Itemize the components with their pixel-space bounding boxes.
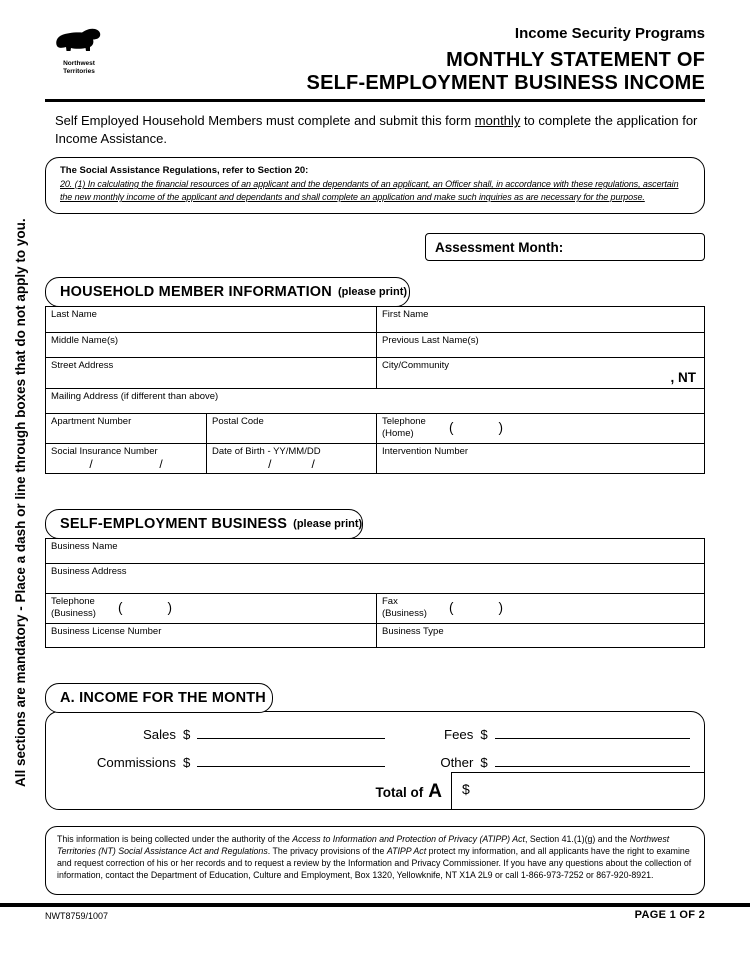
field-business-type[interactable] xyxy=(376,624,704,647)
sales-label: Sales xyxy=(143,727,176,742)
intro-part1: Self Employed Household Members must complete and submit this form xyxy=(55,113,475,128)
sin-slashes: / / xyxy=(89,457,163,471)
fees-label: Fees xyxy=(444,727,474,742)
nwt-logo xyxy=(46,24,112,76)
regulations-heading: The Social Assistance Regulations, refer to Section 20: xyxy=(60,165,309,176)
page-number: PAGE 1 OF 2 xyxy=(634,909,705,921)
logo-text xyxy=(46,60,112,76)
field-city-community[interactable] xyxy=(376,358,704,388)
sales-amount-line[interactable] xyxy=(197,738,385,739)
business-section-title: SELF-EMPLOYMENT BUSINESS xyxy=(60,516,288,532)
total-of-text: Total of xyxy=(375,785,424,800)
household-section-title: HOUSEHOLD MEMBER INFORMATION xyxy=(60,284,332,300)
total-amount-box[interactable] xyxy=(451,772,704,809)
field-business-name[interactable] xyxy=(46,539,704,563)
field-business-address[interactable] xyxy=(46,564,704,593)
field-label: Intervention Number xyxy=(382,446,469,457)
field-label: Telephone xyxy=(382,416,426,427)
footer-rule xyxy=(0,903,750,907)
total-letter-a: A xyxy=(428,781,442,802)
field-last-name[interactable] xyxy=(46,307,376,332)
privacy-segment: This information is being collected under the authority of the xyxy=(57,834,293,844)
commissions-label: Commissions xyxy=(96,755,176,771)
field-street-address[interactable] xyxy=(46,358,376,388)
income-box xyxy=(45,711,705,810)
total-label xyxy=(376,781,442,803)
field-fax-business[interactable] xyxy=(376,594,704,623)
dollar-sign: $ xyxy=(480,727,488,743)
logo-text-line1: Northwest xyxy=(63,60,95,67)
regulations-box xyxy=(45,157,705,214)
program-title: Income Security Programs xyxy=(514,25,705,42)
other-amount-line[interactable] xyxy=(495,766,690,767)
field-label: Previous Last Name(s) xyxy=(382,335,479,346)
field-label: Business Name xyxy=(51,541,118,552)
household-section-subtitle: (please print) xyxy=(337,286,408,298)
polar-bear-logo-icon xyxy=(53,41,105,58)
income-row-2 xyxy=(46,755,704,770)
dob-slashes: / / xyxy=(268,457,315,471)
form-number: NWT8759/1007 xyxy=(45,911,109,921)
privacy-notice xyxy=(45,826,705,895)
section-self-employment-business xyxy=(45,509,363,539)
header-rule xyxy=(45,99,705,102)
assessment-month-label: Assessment Month: xyxy=(435,239,564,255)
dollar-sign: $ xyxy=(183,727,191,743)
field-intervention-number[interactable] xyxy=(376,444,704,473)
section-income-for-the-month xyxy=(45,683,273,713)
form-title-line1: MONTHLY STATEMENT OF xyxy=(446,49,705,71)
field-label: City/Community xyxy=(382,360,450,371)
intro-part2: to complete the application for Income Assistance. xyxy=(55,113,698,147)
income-section-title: A. INCOME FOR THE MONTH xyxy=(60,690,266,706)
field-label: (Business) xyxy=(382,607,427,619)
field-label: Postal Code xyxy=(212,416,264,427)
field-previous-last-names[interactable] xyxy=(376,333,704,357)
field-date-of-birth[interactable] xyxy=(206,444,376,473)
mandatory-sections-note: All sections are mandatory - Place a dash or line through boxes that do not apply to you. xyxy=(13,218,28,787)
field-telephone-home[interactable] xyxy=(376,414,704,443)
field-middle-names[interactable] xyxy=(46,333,376,357)
field-label: Mailing Address (if different than above) xyxy=(51,391,219,402)
dollar-sign: $ xyxy=(462,781,470,797)
intro-underlined-word: monthly xyxy=(474,113,521,128)
field-label: (Home) xyxy=(382,427,414,439)
intro-text xyxy=(55,112,710,148)
header-titles xyxy=(307,25,705,95)
field-business-license-number[interactable] xyxy=(46,624,376,647)
field-apartment-number[interactable] xyxy=(46,414,206,443)
field-label: Fax xyxy=(382,596,398,607)
field-label: Date of Birth - YY/MM/DD xyxy=(212,446,321,457)
fees-amount-line[interactable] xyxy=(495,738,690,739)
field-label: Apartment Number xyxy=(51,416,132,427)
assessment-month-field[interactable] xyxy=(425,233,705,261)
dollar-sign: $ xyxy=(480,755,488,771)
field-telephone-business[interactable] xyxy=(46,594,376,623)
field-label: Business Address xyxy=(51,566,127,577)
logo-text-line2: Territories xyxy=(63,67,95,75)
other-label: Other xyxy=(440,755,474,771)
privacy-segment-italic: Access to Information and Protection of Privacy (ATIPP) Act xyxy=(292,834,525,844)
field-label: Middle Name(s) xyxy=(51,335,119,346)
territory-suffix: , NT xyxy=(670,370,696,385)
regulations-body: 20. (1) In calculating the financial resources of an applicant and the dependants of an applicant, an Officer shall, in accordance with these regulations, ascertain the new monthly income of the applicant and dependants and shall complete an application and make such inquiries as are necessary for the purpose. xyxy=(60,179,679,203)
dollar-sign: $ xyxy=(183,755,191,771)
privacy-segment: , Section 41.(1)(g) and the xyxy=(524,834,630,844)
field-label: Telephone xyxy=(51,596,95,607)
field-first-name[interactable] xyxy=(376,307,704,332)
phone-parentheses: ( ) xyxy=(449,420,503,435)
commissions-amount-line[interactable] xyxy=(197,766,385,767)
business-section-subtitle: (please print) xyxy=(293,518,363,530)
phone-parentheses: ( ) xyxy=(118,600,172,615)
field-label: Street Address xyxy=(51,360,114,371)
privacy-segment: protect my information, and all applicants have the right to examine and request correction of his or her records and to request a review by the Information and Privacy Commissioner. If you have any questions about the collection of information, contact the Department of Education, Culture and Employment, Box 1320, Yellowknife, NT X1A 2L9 or call 1-866-973-7252 or 867-920-8921. xyxy=(57,846,692,881)
phone-parentheses: ( ) xyxy=(449,600,503,615)
field-label: (Business) xyxy=(51,607,96,619)
field-postal-code[interactable] xyxy=(206,414,376,443)
privacy-segment: . The privacy provisions of the xyxy=(267,846,387,857)
field-label: Business License Number xyxy=(51,626,162,637)
field-label: Last Name xyxy=(51,309,97,320)
business-table xyxy=(45,538,705,648)
form-title-line2: SELF-EMPLOYMENT BUSINESS INCOME xyxy=(306,72,705,94)
section-household-member-information xyxy=(45,277,410,307)
field-mailing-address[interactable] xyxy=(46,389,704,413)
income-row-1 xyxy=(46,727,704,742)
field-social-insurance-number[interactable] xyxy=(46,444,206,473)
field-label: First Name xyxy=(382,309,429,320)
privacy-segment-italic: Northwest Territories (NT) Social Assistance Act and Regulations xyxy=(57,834,670,857)
household-table xyxy=(45,306,705,474)
privacy-segment-italic: ATIPP Act xyxy=(386,846,427,857)
field-label: Business Type xyxy=(382,626,444,637)
field-label: Social Insurance Number xyxy=(51,446,158,457)
